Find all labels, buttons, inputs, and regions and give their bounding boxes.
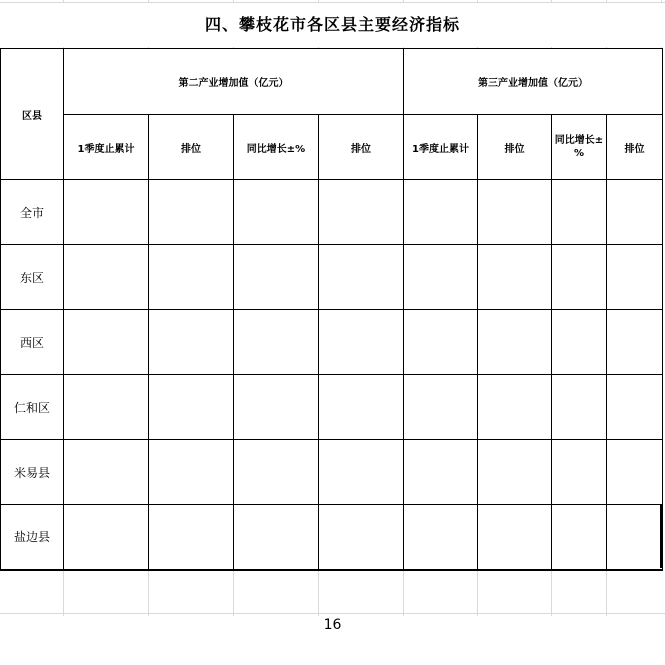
data-cell[interactable]: [319, 440, 404, 505]
data-cell[interactable]: [149, 245, 234, 310]
data-cell[interactable]: [64, 245, 149, 310]
data-cell[interactable]: [607, 245, 663, 310]
cell-selection-edge: [660, 504, 663, 568]
row-label[interactable]: 东区: [1, 245, 64, 310]
data-cell[interactable]: [607, 505, 663, 570]
data-cell[interactable]: [478, 180, 552, 245]
subheader-yoy-growth[interactable]: 同比增长±%: [552, 115, 607, 180]
data-cell[interactable]: [319, 245, 404, 310]
subheader-rank[interactable]: 排位: [149, 115, 234, 180]
data-cell[interactable]: [607, 180, 663, 245]
row-label[interactable]: 西区: [1, 310, 64, 375]
data-cell[interactable]: [234, 440, 319, 505]
data-cell[interactable]: [607, 375, 663, 440]
data-cell[interactable]: [319, 310, 404, 375]
data-cell[interactable]: [552, 180, 607, 245]
indicator-table: [0, 48, 663, 571]
page-title: 四、攀枝花市各区县主要经济指标: [204, 15, 460, 34]
data-cell[interactable]: [607, 440, 663, 505]
data-cell[interactable]: [319, 375, 404, 440]
subheader-yoy-growth[interactable]: 同比增长±%: [234, 115, 319, 180]
data-cell[interactable]: [552, 375, 607, 440]
data-cell[interactable]: [552, 440, 607, 505]
group-header-secondary-industry[interactable]: 第二产业增加值（亿元）: [64, 49, 404, 115]
data-cell[interactable]: [234, 375, 319, 440]
data-cell[interactable]: [234, 310, 319, 375]
row-label[interactable]: 盐边县: [1, 505, 64, 570]
data-cell[interactable]: [64, 310, 149, 375]
district-header[interactable]: 区县: [1, 49, 64, 180]
data-cell[interactable]: [404, 310, 478, 375]
data-cell[interactable]: [552, 310, 607, 375]
data-cell[interactable]: [404, 440, 478, 505]
table-row: [1, 505, 663, 570]
data-cell[interactable]: [64, 180, 149, 245]
data-cell[interactable]: [149, 310, 234, 375]
data-cell[interactable]: [64, 375, 149, 440]
subheader-cumulative[interactable]: 1季度止累计: [64, 115, 149, 180]
data-cell[interactable]: [552, 245, 607, 310]
data-cell[interactable]: [234, 180, 319, 245]
table-row: [1, 245, 663, 310]
data-cell[interactable]: [234, 505, 319, 570]
data-cell[interactable]: [319, 180, 404, 245]
subheader-rank[interactable]: 排位: [319, 115, 404, 180]
table-row: [1, 180, 663, 245]
data-cell[interactable]: [64, 505, 149, 570]
data-cell[interactable]: [478, 505, 552, 570]
row-label[interactable]: 全市: [1, 180, 64, 245]
subheader-rank[interactable]: 排位: [607, 115, 663, 180]
data-cell[interactable]: [478, 375, 552, 440]
subheader-rank[interactable]: 排位: [478, 115, 552, 180]
table-row: [1, 310, 663, 375]
subheader-cumulative[interactable]: 1季度止累计: [404, 115, 478, 180]
data-cell[interactable]: [478, 245, 552, 310]
data-cell[interactable]: [404, 245, 478, 310]
data-cell[interactable]: [404, 180, 478, 245]
page-number: 16: [323, 617, 342, 633]
data-cell[interactable]: [478, 440, 552, 505]
data-cell[interactable]: [149, 180, 234, 245]
data-cell[interactable]: [149, 375, 234, 440]
data-cell[interactable]: [234, 245, 319, 310]
row-label[interactable]: 仁和区: [1, 375, 64, 440]
data-cell[interactable]: [64, 440, 149, 505]
data-cell[interactable]: [404, 375, 478, 440]
data-cell[interactable]: [149, 440, 234, 505]
data-cell[interactable]: [552, 505, 607, 570]
data-cell[interactable]: [149, 505, 234, 570]
row-label[interactable]: 米易县: [1, 440, 64, 505]
table-row: [1, 375, 663, 440]
group-header-tertiary-industry[interactable]: 第三产业增加值（亿元）: [404, 49, 663, 115]
data-cell[interactable]: [607, 310, 663, 375]
data-cell[interactable]: [478, 310, 552, 375]
data-cell[interactable]: [319, 505, 404, 570]
table-row: [1, 440, 663, 505]
data-cell[interactable]: [404, 505, 478, 570]
